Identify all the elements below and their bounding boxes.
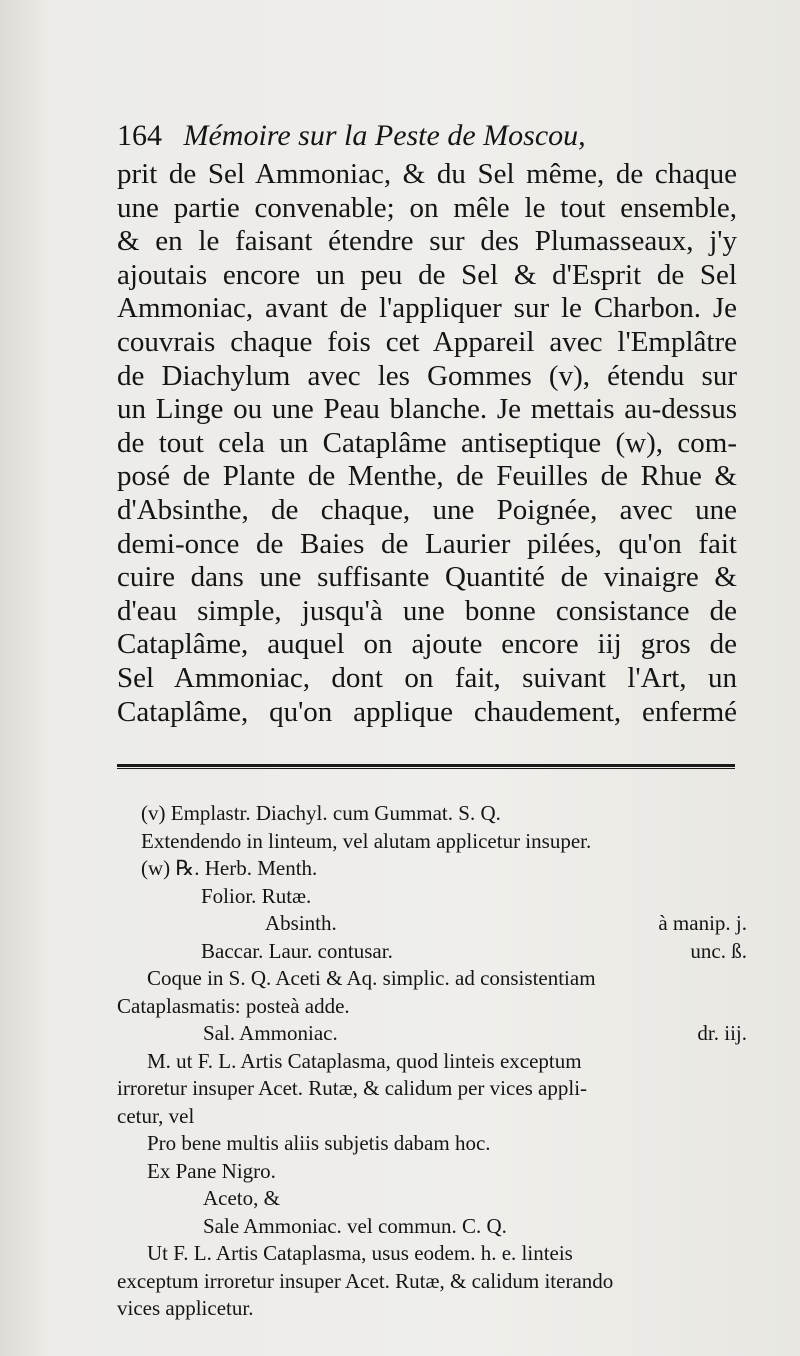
footnote-text: Sale Ammoniac. vel commun. C. Q.: [203, 1213, 507, 1238]
footnote-dosage: unc. ß.: [690, 938, 747, 963]
footnote-text: Absinth.: [265, 911, 337, 935]
footnote-line: [117, 938, 747, 966]
footnote-separator-rule: [117, 764, 735, 769]
footnote-dosage: à manip. j.: [658, 911, 747, 935]
footnote-dosage: dr. iij.: [697, 1021, 747, 1045]
footnote-line: [117, 883, 747, 911]
running-header: [117, 118, 637, 154]
text-line: posé de Plante de Menthe, de Feuilles de Rhue &: [117, 460, 737, 493]
footnote-text: vices applicetur.: [117, 1296, 254, 1320]
running-title: Mémoire sur la Peste de Moscou,: [183, 119, 586, 152]
text-line: demi-once de Baies de Laurier pilées, qu'on fait: [117, 527, 737, 560]
footnote-text: M. ut F. L. Artis Cataplasma, quod linteis exceptum: [147, 1048, 582, 1073]
footnote-line: [117, 1075, 747, 1103]
footnote-text: Baccar. Laur. contusar.: [201, 938, 393, 963]
footnote-text: Ut F. L. Artis Cataplasma, usus eodem. h. e. linteis: [147, 1241, 573, 1265]
text-line: une partie convenable; on mêle le tout ensemble,: [117, 191, 737, 224]
page-number: 164: [117, 119, 162, 152]
footnote-text: Aceto, &: [203, 1186, 280, 1210]
text-line: d'Absinthe, de chaque, une Poignée, avec une: [117, 493, 737, 526]
footnote-line: [117, 1213, 747, 1241]
footnote-line: [117, 1130, 747, 1158]
footnote-line: [117, 1295, 747, 1323]
footnote-line: [117, 993, 747, 1021]
footnote-text: exceptum irroretur insuper Acet. Rutæ, & calidum iterando: [117, 1268, 614, 1293]
text-line: cuire dans une suffisante Quantité de vinaigre &: [117, 561, 737, 594]
footnote-text: Cataplasmatis: posteà adde.: [117, 993, 350, 1018]
main-text: [117, 158, 737, 729]
text-line: de Diachylum avec les Gommes (v), étendu sur: [117, 359, 737, 392]
footnotes: [117, 800, 747, 1323]
footnote-line: [117, 1185, 747, 1213]
footnote-text: Extendendo in linteum, vel alutam applicetur insuper.: [141, 828, 592, 853]
footnote-text: Pro bene multis aliis subjetis dabam hoc.: [147, 1131, 491, 1155]
footnote-line: [117, 855, 747, 883]
footnote-text: Folior. Rutæ.: [201, 883, 312, 908]
footnote-text: (v) Emplastr. Diachyl. cum Gummat. S. Q.: [141, 801, 501, 825]
footnote-line: [117, 828, 747, 856]
text-line: Cataplâme, auquel on ajoute encore iij gros de: [117, 628, 737, 661]
text-line: d'eau simple, jusqu'à une bonne consistance de: [117, 594, 737, 627]
footnote-line: [117, 965, 747, 993]
footnote-line: [117, 1103, 747, 1131]
text-line: de tout cela un Cataplâme antiseptique (w), com-: [117, 426, 737, 459]
footnote-line: [117, 1240, 747, 1268]
footnote-text: Ex Pane Nigro.: [147, 1158, 276, 1183]
footnote-text: (w) ℞. Herb. Menth.: [141, 856, 318, 880]
text-line: prit de Sel Ammoniac, & du Sel même, de chaque: [117, 158, 737, 190]
text-line: couvrais chaque fois cet Appareil avec l'Emplâtre: [117, 325, 737, 358]
text-line: un Linge ou une Peau blanche. Je mettais au-dessus: [117, 393, 737, 426]
footnote-line: [117, 910, 747, 938]
footnote-text: irroretur insuper Acet. Rutæ, & calidum per vices appli-: [117, 1076, 588, 1100]
text-line: Cataplâme, qu'on applique chaudement, enfermé: [117, 695, 737, 728]
text-line: Ammoniac, avant de l'appliquer sur le Charbon. Je: [117, 292, 737, 325]
footnote-line: [117, 1158, 747, 1186]
footnote-text: Sal. Ammoniac.: [203, 1021, 338, 1045]
text-line: ajoutais encore un peu de Sel & d'Esprit de Sel: [117, 258, 737, 291]
footnote-line: [117, 1048, 747, 1076]
text-line: Sel Ammoniac, dont on fait, suivant l'Art, un: [117, 661, 737, 694]
footnote-line: [117, 800, 747, 828]
text-line: & en le faisant étendre sur des Plumasseaux, j'y: [117, 225, 737, 258]
footnote-line: [117, 1268, 747, 1296]
footnote-line: [117, 1020, 747, 1048]
footnote-text: Coque in S. Q. Aceti & Aq. simplic. ad consistentiam: [147, 966, 596, 990]
footnote-text: cetur, vel: [117, 1103, 195, 1128]
